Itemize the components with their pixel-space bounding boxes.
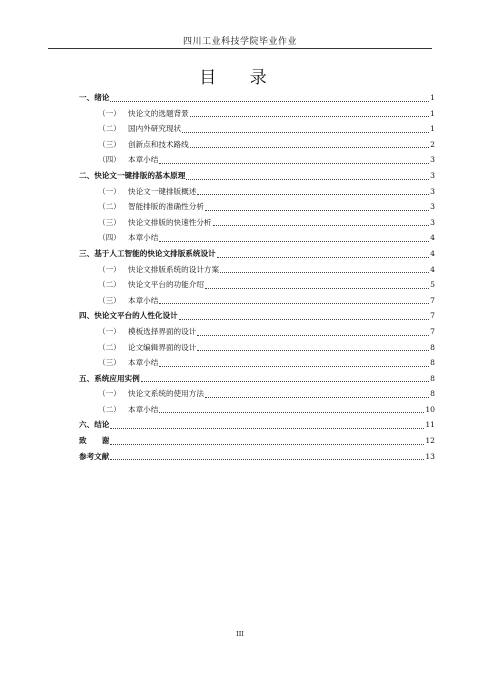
toc-entry-page: 4 bbox=[430, 248, 435, 258]
toc-entry-label: 模板选择界面的设计 bbox=[128, 326, 197, 336]
toc-section-entry[interactable] bbox=[79, 152, 435, 168]
toc-entry-page: 13 bbox=[425, 451, 435, 461]
table-of-contents bbox=[79, 90, 435, 464]
toc-entry-page: 11 bbox=[425, 420, 435, 430]
toc-section-entry[interactable] bbox=[79, 324, 435, 340]
page-number: III bbox=[236, 630, 244, 638]
dot-leader bbox=[182, 132, 429, 133]
toc-entry-page: 1 bbox=[430, 93, 435, 102]
toc-entry-page: 10 bbox=[425, 404, 435, 414]
toc-entry-number: 六、 bbox=[79, 420, 95, 430]
dot-leader bbox=[197, 194, 429, 195]
dot-leader bbox=[141, 381, 429, 382]
toc-entry-page: 1 bbox=[430, 124, 435, 134]
toc-chapter-entry[interactable] bbox=[79, 246, 435, 262]
toc-entry-page: 7 bbox=[430, 326, 435, 336]
dot-leader bbox=[110, 428, 424, 429]
toc-entry-label: 系统应用实例 bbox=[94, 373, 140, 383]
dot-leader bbox=[197, 335, 429, 336]
toc-entry-label: 快论文的选题背景 bbox=[128, 108, 189, 118]
toc-section-entry[interactable] bbox=[79, 262, 435, 278]
toc-entry-number: （二） bbox=[98, 124, 121, 134]
toc-entry-page: 4 bbox=[430, 233, 435, 243]
toc-entry-page: 3 bbox=[430, 170, 435, 180]
toc-entry-label: 快论文一键排版概述 bbox=[128, 186, 197, 196]
toc-entry-number: （四） bbox=[98, 233, 121, 243]
dot-leader bbox=[159, 412, 424, 413]
dot-leader bbox=[110, 444, 424, 445]
toc-entry-label: 快论文系统的使用方法 bbox=[128, 389, 204, 399]
toc-entry-number: 四、 bbox=[79, 311, 95, 321]
dot-leader bbox=[179, 319, 429, 320]
toc-entry-label: 快论文一键排版的基本原理 bbox=[94, 170, 186, 180]
dot-leader bbox=[110, 459, 424, 460]
dot-leader bbox=[159, 163, 429, 164]
toc-entry-label: 论文编辑界面的设计 bbox=[128, 342, 197, 352]
toc-entry-page: 12 bbox=[425, 436, 435, 446]
toc-entry-number: （三） bbox=[98, 295, 121, 305]
toc-entry-number: （二） bbox=[98, 342, 121, 352]
toc-entry-page: 1 bbox=[430, 108, 435, 118]
toc-chapter-entry[interactable] bbox=[79, 433, 435, 449]
page-header: 四川工业科技学院毕业作业 bbox=[182, 37, 297, 47]
toc-entry-page: 5 bbox=[430, 280, 435, 290]
toc-entry-number: （三） bbox=[98, 358, 121, 368]
toc-chapter-entry[interactable] bbox=[79, 417, 435, 433]
dot-leader bbox=[205, 288, 429, 289]
dot-leader bbox=[217, 257, 429, 258]
toc-section-entry[interactable] bbox=[79, 199, 435, 215]
dot-leader bbox=[186, 179, 429, 180]
dot-leader bbox=[205, 210, 429, 211]
toc-chapter-entry[interactable] bbox=[79, 371, 435, 387]
toc-title: 目 录 bbox=[199, 68, 281, 88]
toc-entry-label: 致 谢 bbox=[79, 436, 110, 446]
toc-entry-label: 国内外研究现状 bbox=[128, 124, 182, 134]
toc-entry-number: （一） bbox=[98, 326, 121, 336]
toc-section-entry[interactable] bbox=[79, 340, 435, 356]
toc-entry-number: （三） bbox=[98, 217, 121, 227]
toc-entry-label: 结论 bbox=[94, 420, 110, 430]
toc-chapter-entry[interactable] bbox=[79, 449, 435, 465]
toc-entry-page: 8 bbox=[430, 389, 435, 399]
toc-entry-number: （一） bbox=[98, 186, 121, 196]
toc-entry-number: 一、 bbox=[79, 93, 95, 102]
toc-entry-label: 本章小结 bbox=[128, 155, 159, 165]
toc-entry-label: 基于人工智能的快论文排版系统设计 bbox=[94, 248, 216, 258]
dot-leader bbox=[205, 397, 429, 398]
toc-entry-label: 本章小结 bbox=[128, 404, 159, 414]
toc-section-entry[interactable] bbox=[79, 137, 435, 153]
toc-entry-page: 4 bbox=[430, 264, 435, 274]
toc-section-entry[interactable] bbox=[79, 293, 435, 309]
toc-section-entry[interactable] bbox=[79, 386, 435, 402]
toc-entry-number: （二） bbox=[98, 280, 121, 290]
toc-entry-page: 3 bbox=[430, 186, 435, 196]
dot-leader bbox=[190, 116, 429, 117]
dot-leader bbox=[110, 101, 429, 102]
toc-entry-label: 绪论 bbox=[94, 93, 110, 102]
toc-entry-label: 本章小结 bbox=[128, 233, 159, 243]
toc-entry-page: 2 bbox=[430, 139, 435, 149]
toc-section-entry[interactable] bbox=[79, 121, 435, 137]
toc-chapter-entry[interactable] bbox=[79, 308, 435, 324]
header-rule bbox=[48, 48, 432, 49]
toc-entry-label: 智能排版的准确性分析 bbox=[128, 202, 204, 212]
toc-entry-page: 3 bbox=[430, 217, 435, 227]
toc-entry-number: 五、 bbox=[79, 373, 95, 383]
toc-section-entry[interactable] bbox=[79, 355, 435, 371]
toc-entry-page: 7 bbox=[430, 311, 435, 321]
toc-entry-number: （一） bbox=[98, 264, 121, 274]
toc-section-entry[interactable] bbox=[79, 184, 435, 200]
toc-entry-number: （二） bbox=[98, 202, 121, 212]
toc-entry-label: 创新点和技术路线 bbox=[128, 139, 189, 149]
toc-section-entry[interactable] bbox=[79, 230, 435, 246]
toc-entry-number: （一） bbox=[98, 108, 121, 118]
toc-entry-page: 8 bbox=[430, 373, 435, 383]
toc-entry-page: 8 bbox=[430, 358, 435, 368]
toc-entry-page: 7 bbox=[430, 295, 435, 305]
toc-entry-label: 本章小结 bbox=[128, 295, 159, 305]
toc-entry-number: （二） bbox=[98, 404, 121, 414]
dot-leader bbox=[220, 272, 429, 273]
toc-section-entry[interactable] bbox=[79, 106, 435, 122]
toc-entry-number: （一） bbox=[98, 389, 121, 399]
dot-leader bbox=[159, 241, 429, 242]
toc-section-entry[interactable] bbox=[79, 277, 435, 293]
dot-leader bbox=[213, 225, 430, 226]
toc-section-entry[interactable] bbox=[79, 402, 435, 418]
toc-entry-label: 快论文平台的人性化设计 bbox=[94, 311, 178, 321]
toc-entry-label: 快论文排版的快速性分析 bbox=[128, 217, 212, 227]
toc-entry-number: 三、 bbox=[79, 248, 95, 258]
dot-leader bbox=[190, 147, 429, 148]
toc-entry-label: 本章小结 bbox=[128, 358, 159, 368]
toc-entry-number: （三） bbox=[98, 139, 121, 149]
toc-entry-number: （四） bbox=[98, 155, 121, 165]
toc-chapter-entry[interactable] bbox=[79, 90, 435, 106]
dot-leader bbox=[197, 350, 429, 351]
dot-leader bbox=[159, 366, 429, 367]
toc-entry-label: 快论文排版系统的设计方案 bbox=[128, 264, 220, 274]
dot-leader bbox=[159, 303, 429, 304]
toc-chapter-entry[interactable] bbox=[79, 168, 435, 184]
toc-entry-page: 3 bbox=[430, 202, 435, 212]
toc-entry-page: 8 bbox=[430, 342, 435, 352]
toc-entry-label: 快论文平台的功能介绍 bbox=[128, 280, 204, 290]
toc-section-entry[interactable] bbox=[79, 215, 435, 231]
toc-entry-number: 二、 bbox=[79, 170, 95, 180]
toc-entry-page: 3 bbox=[430, 155, 435, 165]
toc-entry-label: 参考文献 bbox=[79, 451, 110, 461]
